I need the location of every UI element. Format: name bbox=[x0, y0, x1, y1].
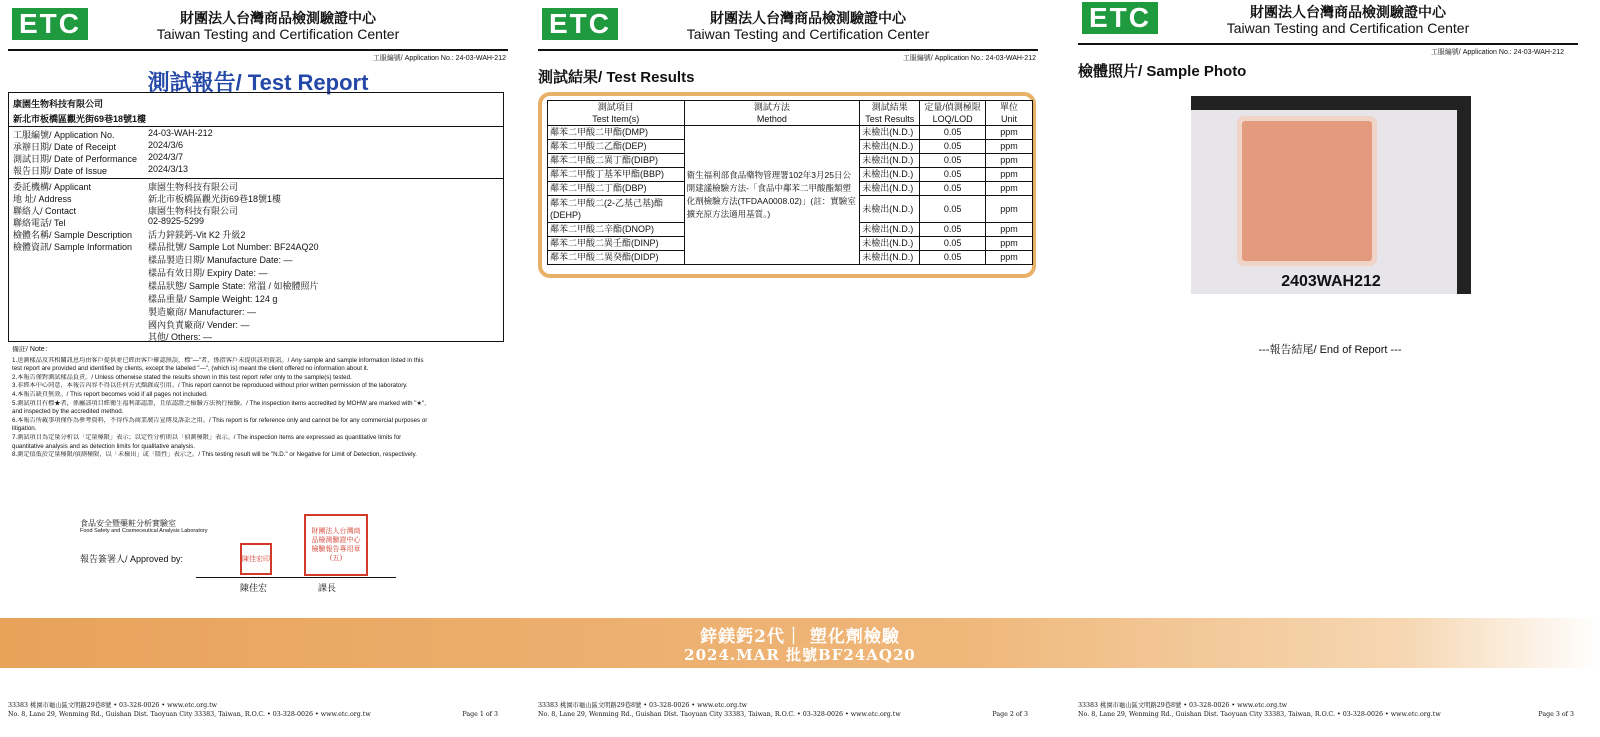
unit: ppm bbox=[986, 126, 1033, 140]
test-result: 未檢出(N.D.) bbox=[860, 237, 920, 251]
field-value: 2024/3/7 bbox=[148, 152, 184, 162]
loq-value: 0.05 bbox=[920, 140, 986, 154]
org-name-en: Taiwan Testing and Certification Center bbox=[156, 26, 400, 42]
field-label: 檢體名稱/ Sample Description bbox=[13, 230, 133, 240]
column-header: 定量/偵測極限 LOQ/LOD bbox=[920, 101, 986, 126]
note-line: 1.送測樣品及其相關訊息均由客戶提供並已經由客戶確認無誤，標"—"者，係指客戶未提供該項資訊。/ Any sample and sample information listed in this bbox=[12, 356, 424, 364]
sample-package bbox=[1237, 116, 1377, 266]
field-value: 02-8925-5299 bbox=[148, 216, 205, 226]
sample-info-line: 樣品重量/ Sample Weight: 124 g bbox=[148, 294, 278, 304]
note-line: test report are provided and identified by clients, except the labeled "—", (which is) meant the client offered no information about it. bbox=[12, 365, 369, 373]
org-name-en: Taiwan Testing and Certification Center bbox=[686, 26, 930, 42]
sample-photo bbox=[1191, 96, 1471, 294]
note-line: quantitative analysis and as detection limits for qualitative analysis. bbox=[12, 442, 195, 450]
banner-subtitle: 2024.MAR 批號BF24AQ20 bbox=[684, 646, 916, 664]
signer-seal: 陳佳宏印 bbox=[240, 543, 272, 575]
test-result: 未檢出(N.D.) bbox=[860, 196, 920, 223]
field-label: 委託機構/ Applicant bbox=[13, 182, 92, 192]
field-label: 工服編號/ Application No. bbox=[13, 130, 115, 140]
sample-info-line: 製造廠商/ Manufacturer: — bbox=[148, 307, 257, 317]
column-header: 測試結果 Test Results bbox=[860, 101, 920, 126]
test-item: 鄰苯二甲酸二甲酯(DMP) bbox=[548, 126, 685, 140]
field-label: 檢體資訊/ Sample Information bbox=[13, 242, 133, 252]
page-number: Page 2 of 3 bbox=[992, 711, 1028, 718]
footer-address-en: No. 8, Lane 29, Wenming Rd., Guishan Dist. Taoyuan City 33383, Taiwan, R.O.C. • 03-328-0026 • www.etc.org.tw bbox=[538, 711, 901, 718]
note-line: 4.本報告缺頁無效。/ This report becomes void if all pages not included. bbox=[12, 390, 208, 398]
application-number: 工服編號/ Application No.: 24-03-WAH-212 bbox=[902, 55, 1036, 62]
company-name: 康園生物科技有限公司 bbox=[13, 99, 104, 109]
page-title: 檢體照片/ Sample Photo bbox=[1078, 63, 1247, 80]
org-name-zh: 財團法人台灣商品檢測驗證中心 bbox=[710, 11, 906, 27]
test-item: 鄰苯二甲酸二異壬酯(DINP) bbox=[548, 237, 685, 251]
page-number: Page 1 of 3 bbox=[462, 711, 498, 718]
page-number: Page 3 of 3 bbox=[1538, 711, 1574, 718]
signature-line bbox=[196, 577, 396, 578]
column-header: 單位 Unit bbox=[986, 101, 1033, 126]
org-name-en: Taiwan Testing and Certification Center bbox=[1226, 20, 1470, 36]
sample-info-line: 樣品製造日期/ Manufacture Date: — bbox=[148, 255, 293, 265]
note-line: 3.非經本中心同意，本報告內容不得以任何方式擷錄或引用。/ This report cannot be reproduced without prior written permission of the laboratory. bbox=[12, 382, 408, 390]
loq-value: 0.05 bbox=[920, 196, 986, 223]
divider bbox=[9, 178, 503, 179]
page-footer bbox=[1078, 701, 1574, 719]
etc-logo: ETC bbox=[1082, 2, 1158, 34]
field-value: 24-03-WAH-212 bbox=[148, 128, 213, 138]
test-item: 鄰苯二甲酸二(2-乙基己基)酯(DEHP) bbox=[548, 196, 685, 223]
page-title: 測試報告/ Test Report bbox=[147, 70, 369, 95]
loq-value: 0.05 bbox=[920, 126, 986, 140]
field-value: 新北市板橋區觀光街69巷18號1樓 bbox=[148, 194, 282, 204]
field-label: 測試日期/ Date of Performance bbox=[13, 154, 138, 164]
field-label: 承辦日期/ Date of Receipt bbox=[13, 142, 117, 152]
unit: ppm bbox=[986, 154, 1033, 168]
test-result: 未檢出(N.D.) bbox=[860, 140, 920, 154]
test-result: 未檢出(N.D.) bbox=[860, 168, 920, 182]
field-label: 地 址/ Address bbox=[13, 194, 72, 204]
footer-address-zh: 33383 桃園市龜山區文明路29巷8號 • 03-328-0026 • www.etc.org.tw bbox=[8, 702, 218, 709]
note-line: 5.測試項目有標★者，係屬該項目經衛生福利部認證，且依認證之檢驗方法執行檢驗。/ The inspection items accredited by MOHW are marked with "★", bbox=[12, 399, 426, 407]
unit: ppm bbox=[986, 251, 1033, 265]
field-value: 2024/3/13 bbox=[148, 164, 189, 174]
page-header bbox=[8, 6, 528, 46]
test-result: 未檢出(N.D.) bbox=[860, 154, 920, 168]
lab-name-zh: 食品安全暨藥粧分析實驗室 bbox=[80, 519, 176, 528]
etc-logo: ETC bbox=[12, 8, 88, 40]
loq-value: 0.05 bbox=[920, 251, 986, 265]
end-of-report: ---報告結尾/ End of Report --- bbox=[1258, 344, 1402, 356]
note-line: 6.本報告所載事項僅作為參考資料，不得作為商業廣告宣傳及訴訟之用。/ This report is for reference only and cannot be for any commercial purposes or bbox=[12, 416, 428, 424]
field-value: 2024/3/6 bbox=[148, 140, 184, 150]
field-label: 聯絡電話/ Tel bbox=[13, 218, 66, 228]
org-name-zh: 財團法人台灣商品檢測驗證中心 bbox=[1250, 5, 1446, 21]
sample-info-line: 樣品有效日期/ Expiry Date: — bbox=[148, 268, 268, 278]
footer-address-en: No. 8, Lane 29, Wenming Rd., Guishan Dist. Taoyuan City 33383, Taiwan, R.O.C. • 03-328-0026 • www.etc.org.tw bbox=[1078, 711, 1441, 718]
field-value: 樣品批號/ Sample Lot Number: BF24AQ20 bbox=[148, 242, 319, 252]
loq-value: 0.05 bbox=[920, 182, 986, 196]
column-header: 測試項目 Test Item(s) bbox=[548, 101, 685, 126]
approved-by-label: 報告簽署人/ Approved by: bbox=[80, 554, 184, 564]
sample-info-line: 樣品狀態/ Sample State: 常溫 / 如檢體照片 bbox=[148, 281, 319, 291]
note-line: 8.測定值低於定量極限/偵測極限，以「未檢出」或「陰性」表示之。/ This testing result will be "N.D." or Negative for Limit of Detection, respectively. bbox=[12, 451, 417, 459]
unit: ppm bbox=[986, 182, 1033, 196]
table-header-row bbox=[548, 101, 1033, 126]
official-seal: 財團法人台灣商品檢測驗證中心檢驗報告專用章(五) bbox=[304, 514, 368, 576]
sample-info-line: 國內負責廠商/ Vender: — bbox=[148, 320, 250, 330]
loq-value: 0.05 bbox=[920, 223, 986, 237]
ruler bbox=[1191, 96, 1471, 110]
test-result: 未檢出(N.D.) bbox=[860, 126, 920, 140]
footer-address-zh: 33383 桃園市龜山區文明路29巷8號 • 03-328-0026 • www.etc.org.tw bbox=[1078, 702, 1288, 709]
etc-logo: ETC bbox=[542, 8, 618, 40]
sample-photo-label: 2403WAH212 bbox=[1281, 273, 1381, 290]
test-item: 鄰苯二甲酸二異丁酯(DIBP) bbox=[548, 154, 685, 168]
test-item: 鄰苯二甲酸丁基苯甲酯(BBP) bbox=[548, 168, 685, 182]
field-value: 康園生物科技有限公司 bbox=[148, 182, 239, 192]
note-line: 2.本報告僅對測試樣品負責。/ Unless otherwise stated the results shown in this test report refer only to the sample(s) tested. bbox=[12, 373, 352, 381]
lab-name-en: Food Safety and Cosmeceutical Analysis Laboratory bbox=[80, 528, 208, 534]
unit: ppm bbox=[986, 237, 1033, 251]
unit: ppm bbox=[986, 223, 1033, 237]
loq-value: 0.05 bbox=[920, 168, 986, 182]
column-header: 測試方法 Method bbox=[684, 101, 860, 126]
page-title: 測試結果/ Test Results bbox=[538, 69, 695, 86]
test-item: 鄰苯二甲酸二辛酯(DNOP) bbox=[548, 223, 685, 237]
field-label: 聯絡人/ Contact bbox=[13, 206, 77, 216]
header-divider bbox=[8, 49, 508, 51]
note-line: litigation. bbox=[12, 425, 37, 433]
page-footer bbox=[538, 701, 1028, 719]
divider bbox=[9, 126, 503, 127]
field-value: 康園生物科技有限公司 bbox=[148, 206, 239, 216]
table-row bbox=[548, 126, 1033, 140]
note-line: and inspected by the accredited method. bbox=[12, 408, 124, 416]
org-name-zh: 財團法人台灣商品檢測驗證中心 bbox=[180, 11, 376, 27]
unit: ppm bbox=[986, 196, 1033, 223]
report-info-box bbox=[8, 92, 504, 342]
ruler bbox=[1457, 96, 1471, 294]
application-number: 工服編號/ Application No.: 24-03-WAH-212 bbox=[372, 55, 506, 62]
company-address: 新北市板橋區觀光街69巷18號1樓 bbox=[13, 114, 147, 124]
results-table bbox=[547, 100, 1033, 265]
application-number: 工服編號/ Application No.: 24-03-WAH-212 bbox=[1430, 49, 1564, 56]
note-title: 備註/ Note： bbox=[12, 346, 52, 353]
test-item: 鄰苯二甲酸二乙酯(DEP) bbox=[548, 140, 685, 154]
test-item: 鄰苯二甲酸二丁酯(DBP) bbox=[548, 182, 685, 196]
notes-section bbox=[12, 346, 502, 460]
signer-title: 課長 bbox=[318, 583, 337, 593]
sample-info-line: 其他/ Others: — bbox=[148, 332, 213, 342]
page-header bbox=[538, 6, 1058, 46]
test-result: 未檢出(N.D.) bbox=[860, 223, 920, 237]
loq-value: 0.05 bbox=[920, 154, 986, 168]
test-result: 未檢出(N.D.) bbox=[860, 182, 920, 196]
test-result: 未檢出(N.D.) bbox=[860, 251, 920, 265]
signer-name: 陳佳宏 bbox=[240, 583, 268, 593]
header-divider bbox=[538, 49, 1038, 51]
banner-title: 鋅鎂鈣2代｜ 塑化劑檢驗 bbox=[700, 627, 900, 647]
loq-value: 0.05 bbox=[920, 237, 986, 251]
header-divider bbox=[1078, 43, 1578, 45]
unit: ppm bbox=[986, 168, 1033, 182]
page-footer bbox=[8, 701, 498, 719]
test-method: 衛生福利部食品藥物管理署102年3月25日公開建議檢驗方法-「食品中鄰苯二甲酸酯類塑化劑檢驗方法(TFDAA0008.02)」(註：實驗室擴充原方法適用基質。) bbox=[684, 126, 860, 265]
field-value: 活力鋅鎂鈣-Vit K2 升級2 bbox=[148, 230, 246, 240]
field-label: 報告日期/ Date of Issue bbox=[13, 166, 108, 176]
footer-address-en: No. 8, Lane 29, Wenming Rd., Guishan Dist. Taoyuan City 33383, Taiwan, R.O.C. • 03-328-0026 • www.etc.org.tw bbox=[8, 711, 371, 718]
test-item: 鄰苯二甲酸二異癸酯(DIDP) bbox=[548, 251, 685, 265]
unit: ppm bbox=[986, 140, 1033, 154]
page-header bbox=[1078, 0, 1598, 40]
footer-address-zh: 33383 桃園市龜山區文明路29巷8號 • 03-328-0026 • www.etc.org.tw bbox=[538, 702, 748, 709]
note-line: 7.測試項目為定量分析以「定量極限」表示；以定性分析則以「偵測極限」表示。/ The inspection items are expressed as quantitative limits for bbox=[12, 433, 402, 441]
